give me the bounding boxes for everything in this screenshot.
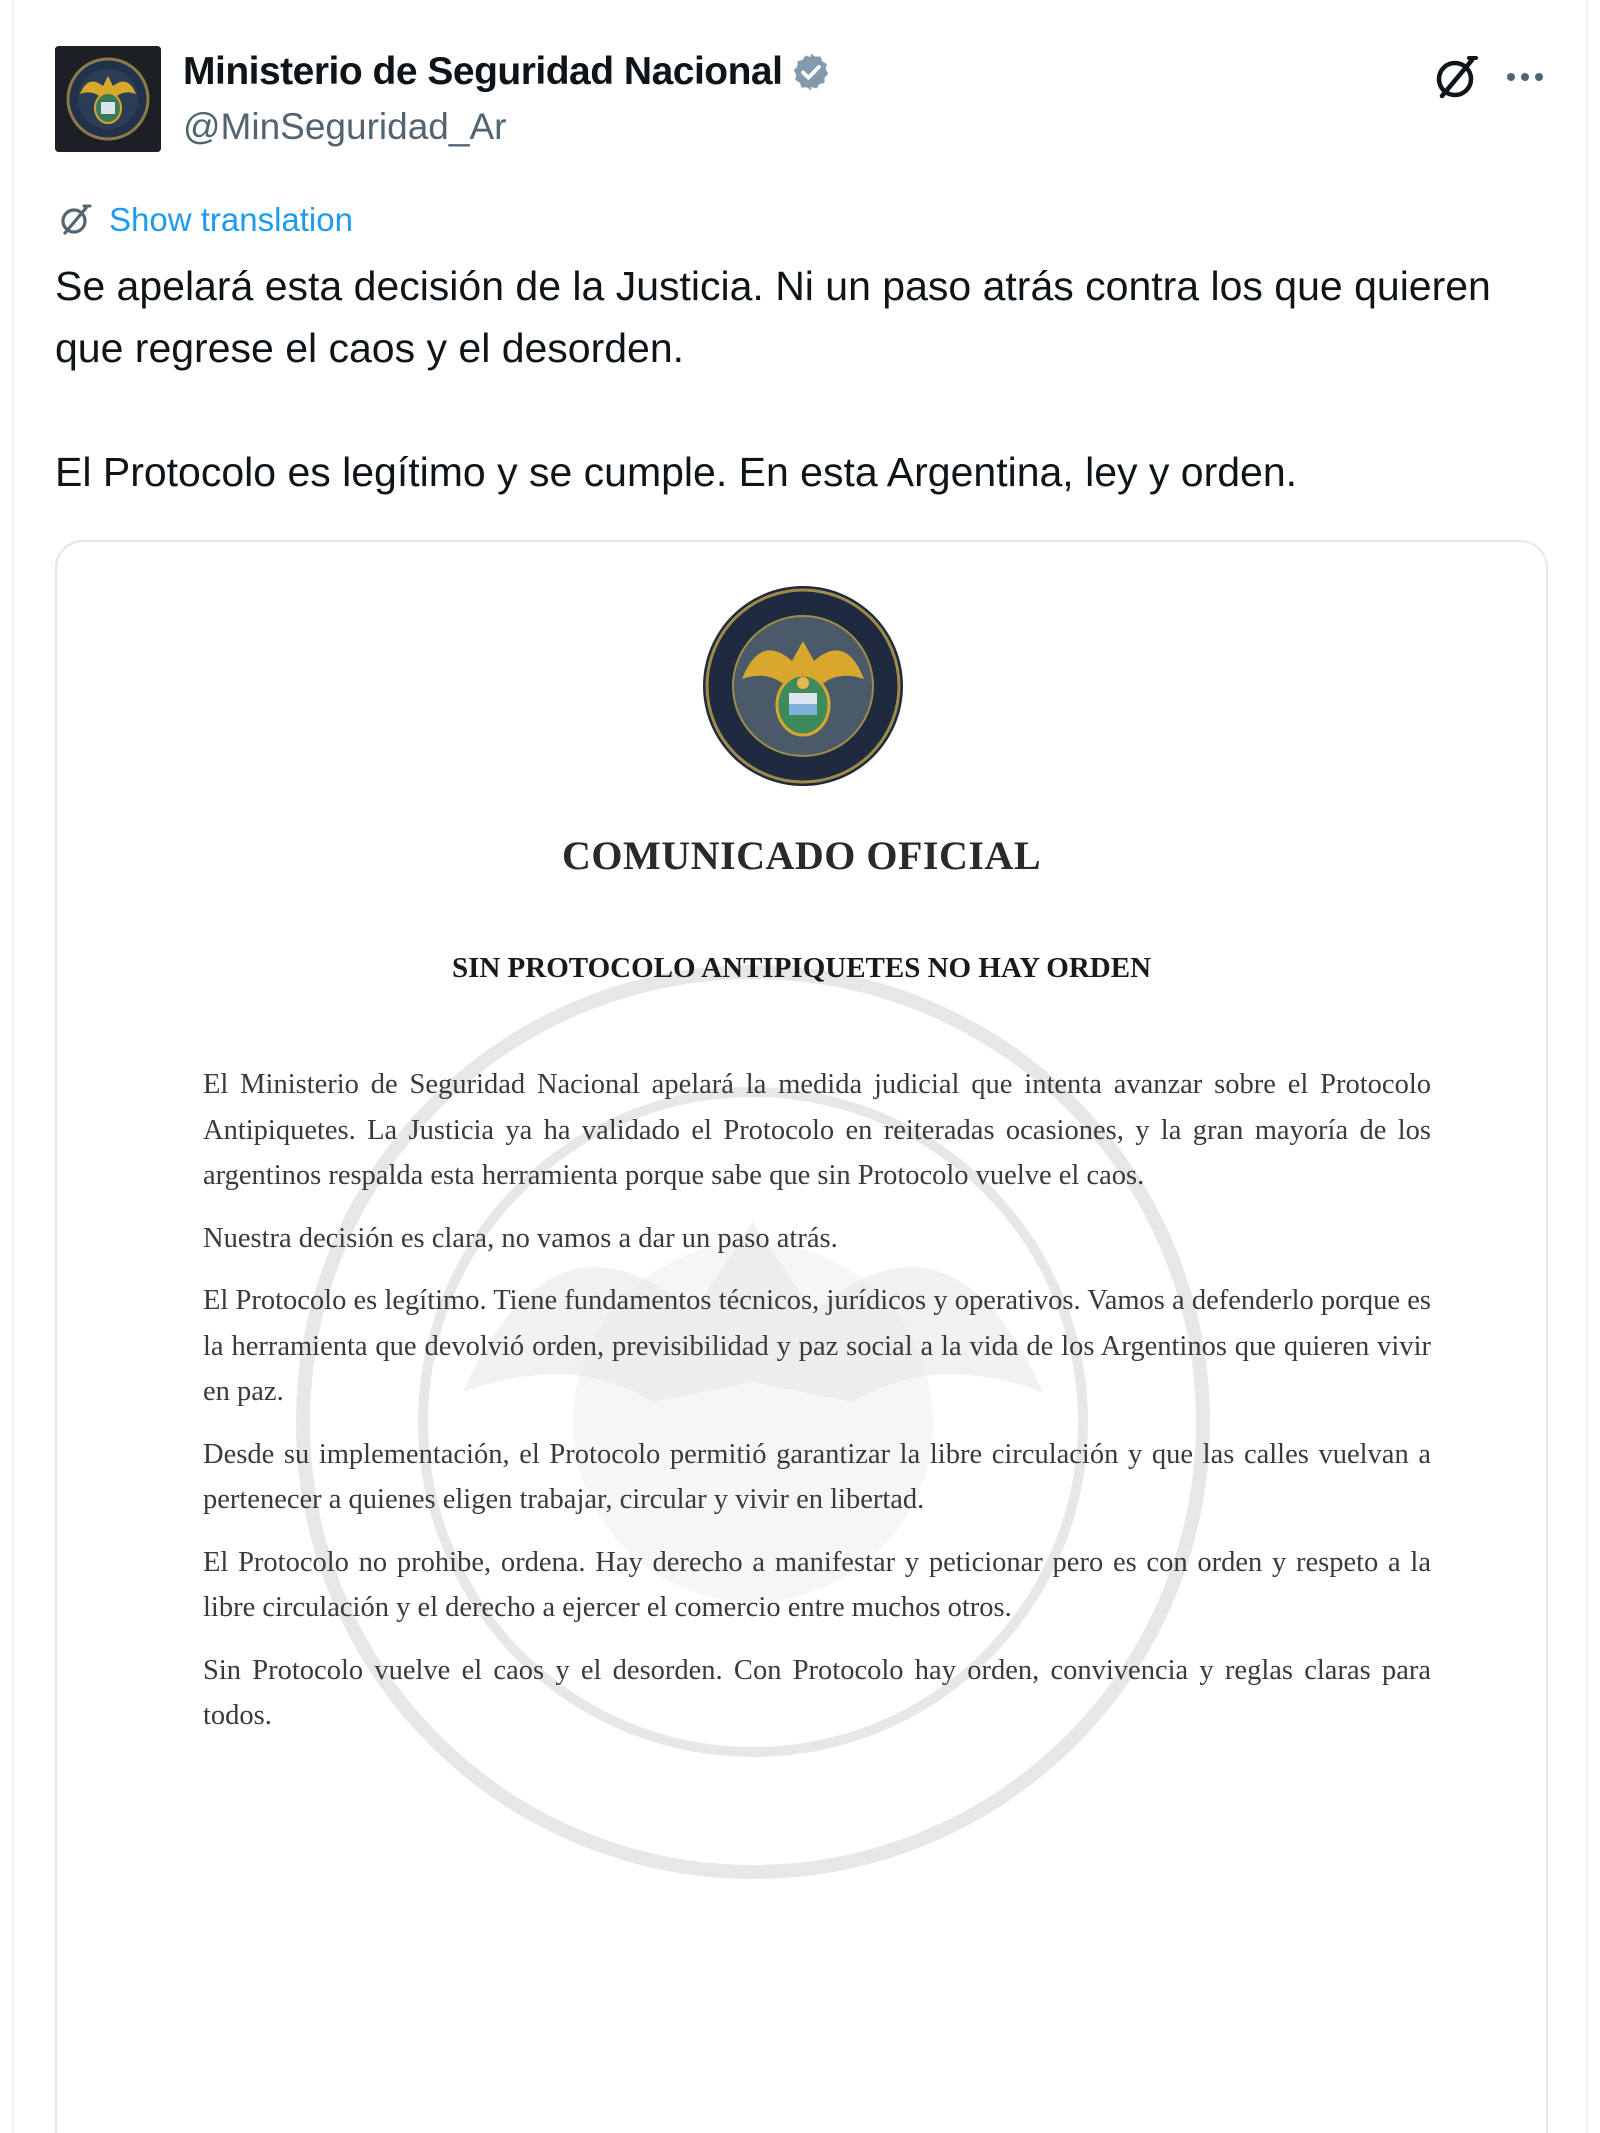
avatar[interactable] bbox=[55, 46, 161, 152]
document-paragraph: El Protocolo es legítimo. Tiene fundamentos técnicos, jurídicos y operativos. Vamos a defenderlo porque es la herramienta que devolvió orden, previsibilidad y paz social a la vida de los Argentinos que quieren vivir en paz. bbox=[203, 1285, 1431, 1407]
document-title: COMUNICADO OFICIAL bbox=[562, 833, 1041, 878]
tweet-paragraph: Se apelará esta decisión de la Justicia. Ni un paso atrás contra los que quieren que regrese el caos y el desorden. bbox=[55, 263, 1491, 371]
author-name-row bbox=[183, 50, 832, 94]
show-translation-link[interactable] bbox=[55, 200, 353, 240]
grok-icon bbox=[1428, 50, 1484, 106]
handle[interactable]: @MinSeguridad_Ar bbox=[183, 106, 507, 147]
more-options-button[interactable] bbox=[1500, 52, 1550, 102]
tweet-text bbox=[55, 255, 1555, 503]
verified-badge-icon bbox=[790, 51, 832, 93]
show-translation-label[interactable]: Show translation bbox=[109, 201, 353, 238]
document-paragraph: Sin Protocolo vuelve el caos y el desorden. Con Protocolo hay orden, convivencia y reglas claras para todos. bbox=[203, 1654, 1431, 1731]
grok-button[interactable] bbox=[1428, 50, 1484, 106]
document-paragraph: Nuestra decisión es clara, no vamos a dar un paso atrás. bbox=[203, 1222, 838, 1254]
document-subtitle: SIN PROTOCOLO ANTIPIQUETES NO HAY ORDEN bbox=[451, 952, 1152, 984]
ministry-seal-icon bbox=[700, 583, 906, 789]
document-body bbox=[203, 1062, 1431, 1756]
more-options-icon bbox=[1500, 52, 1550, 102]
document-paragraph: El Protocolo no prohibe, ordena. Hay derecho a manifestar y peticionar pero es con orden y respeto a la libre circulación y el derecho a ejercer el comercio entre muchos otros. bbox=[203, 1546, 1431, 1623]
document-paragraph: Desde su implementación, el Protocolo permitió garantizar la libre circulación y que las calles vuelvan a pertenecer a quienes eligen trabajar, circular y vivir en libertad. bbox=[203, 1438, 1431, 1515]
display-name[interactable]: Ministerio de Seguridad Nacional bbox=[183, 50, 783, 93]
media-card[interactable] bbox=[55, 540, 1548, 2133]
document-paragraph: El Ministerio de Seguridad Nacional apelará la medida judicial que intenta avanzar sobre el Protocolo Antipiquetes. La Justicia ya ha validado el Protocolo en reiteradas ocasiones, y la gran mayoría de los argentinos respalda esta herramienta porque sabe que sin Protocolo vuelve el caos. bbox=[203, 1069, 1431, 1191]
ministry-seal-icon bbox=[55, 46, 161, 152]
translate-icon bbox=[55, 200, 95, 240]
tweet-paragraph: El Protocolo es legítimo y se cumple. En esta Argentina, ley y orden. bbox=[55, 449, 1298, 495]
